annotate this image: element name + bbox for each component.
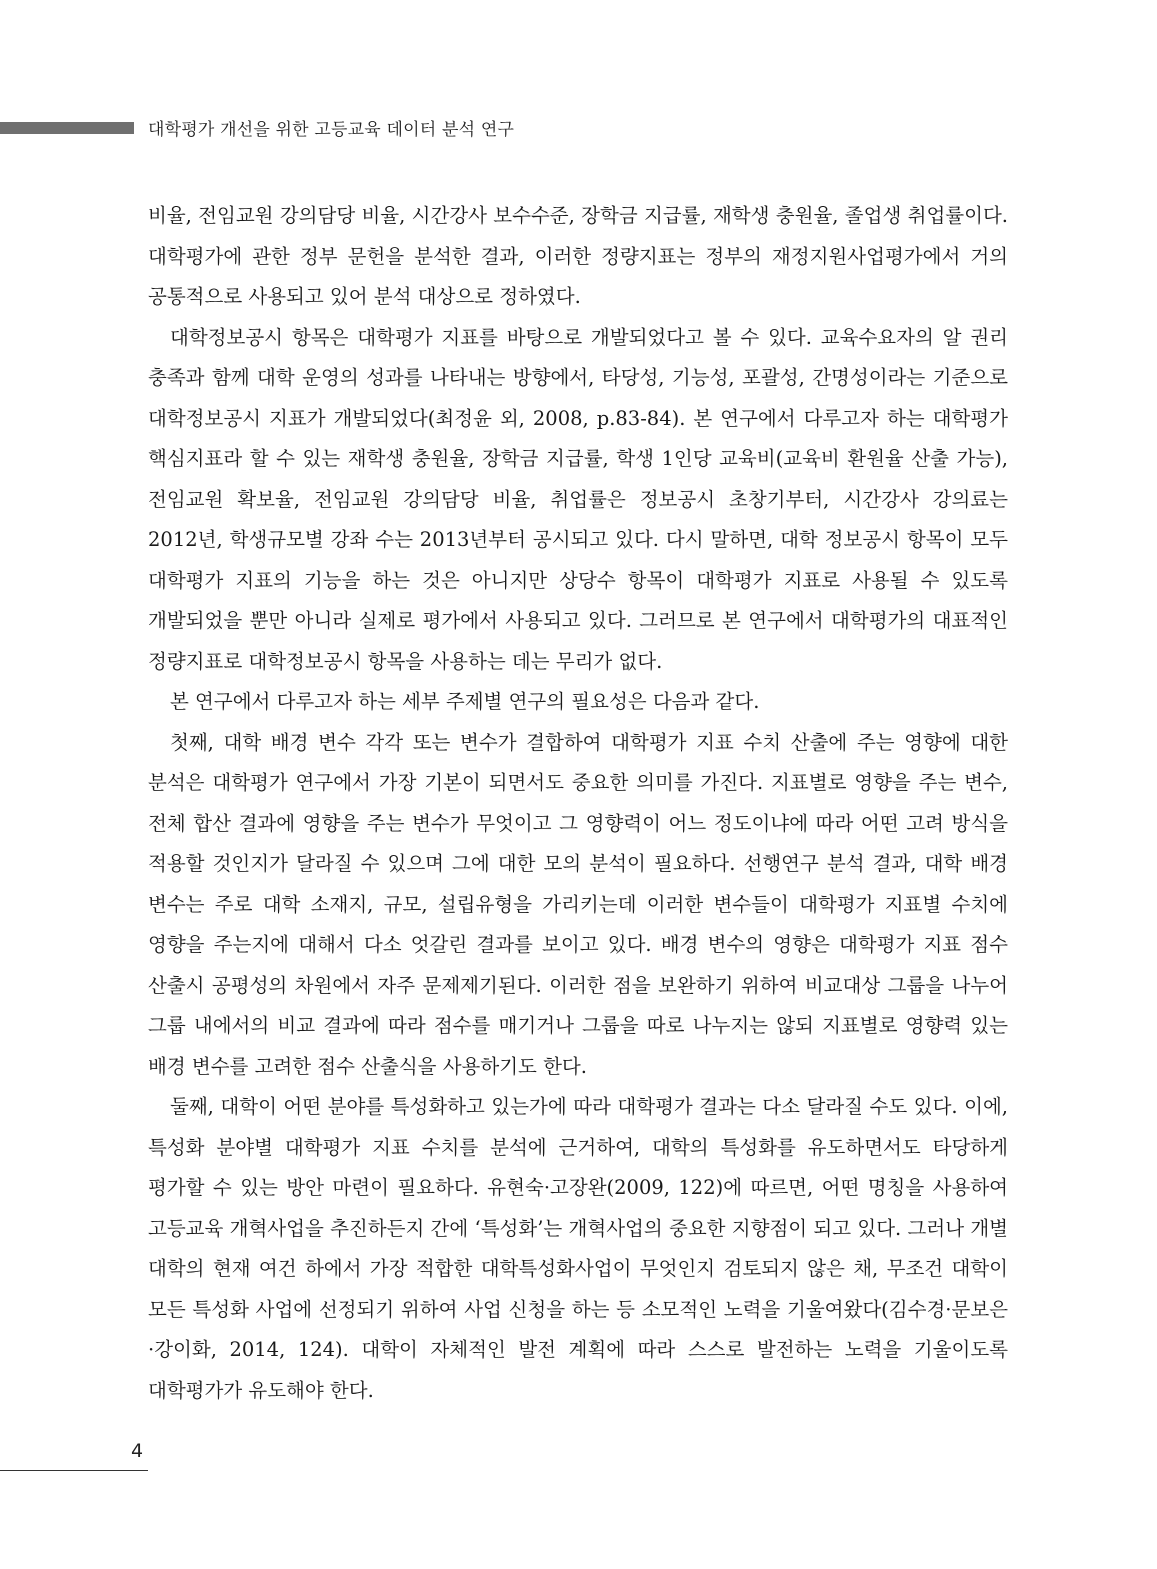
footer-rule (0, 1470, 148, 1471)
paragraph-second-point: 둘째, 대학이 어떤 분야를 특성화하고 있는가에 따라 대학평가 결과는 다소 달라질 수도 있다. 이에, 특성화 분야별 대학평가 지표 수치를 분석에 근거하여, 대학의 특성화를 유도하면서도 타당하게 평가할 수 있는 방안 마련이 필요하다. 유현숙·고장완(2009, 122)에 따르면, 어떤 명칭을 사용하여 고등교육 개혁사업을 추진하든지 간에 ‘특성화’는 개혁사업의 중요한 지향점이 되고 있다. 그러나 개별 대학의 현재 여건 하에서 가장 적합한 대학특성화사업이 무엇인지 검토되지 않은 채, 무조건 대학이 모든 특성화 사업에 선정되기 위하여 사업 신청을 하는 등 소모적인 노력을 기울여왔다(김수경·문보은·강이화, 2014, 124). 대학이 자체적인 발전 계획에 따라 스스로 발전하는 노력을 기울이도록 대학평가가 유도해야 한다. (148, 1095, 1008, 1402)
paragraph-necessity-intro: 본 연구에서 다루고자 하는 세부 주제별 연구의 필요성은 다음과 같다. (170, 690, 760, 713)
running-header-title: 대학평가 개선을 위한 고등교육 데이터 분석 연구 (148, 120, 515, 140)
body-text (148, 196, 1008, 1411)
paragraph-continued: 비율, 전임교원 강의담당 비율, 시간강사 보수수준, 장학금 지급률, 재학생 충원율, 졸업생 취업률이다. 대학평가에 관한 정부 문헌을 분석한 결과, 이러한 정량지표는 정부의 재정지원사업평가에서 거의 공통적으로 사용되고 있어 분석 대상으로 정하였다. (148, 204, 1008, 308)
page-number: 4 (131, 1440, 144, 1462)
paragraph-first-point: 첫째, 대학 배경 변수 각각 또는 변수가 결합하여 대학평가 지표 수치 산출에 주는 영향에 대한 분석은 대학평가 연구에서 가장 기본이 되면서도 중요한 의미를 가진다. 지표별로 영향을 주는 변수, 전체 합산 결과에 영향을 주는 변수가 무엇이고 그 영향력이 어느 정도이냐에 따라 어떤 고려 방식을 적용할 것인지가 달라질 수 있으며 그에 대한 모의 분석이 필요하다. 선행연구 분석 결과, 대학 배경 변수는 주로 대학 소재지, 규모, 설립유형을 가리키는데 이러한 변수들이 대학평가 지표별 수치에 영향을 주는지에 대해서 다소 엇갈린 결과를 보이고 있다. 배경 변수의 영향은 대학평가 지표 점수 산출시 공평성의 차원에서 자주 문제제기된다. 이러한 점을 보완하기 위하여 비교대상 그룹을 나누어 그룹 내에서의 비교 결과에 따라 점수를 매기거나 그룹을 따로 나누지는 않되 지표별로 영향력 있는 배경 변수를 고려한 점수 산출식을 사용하기도 한다. (148, 730, 1008, 1078)
header-accent-bar (0, 122, 134, 134)
paragraph-disclosure-items: 대학정보공시 항목은 대학평가 지표를 바탕으로 개발되었다고 볼 수 있다. 교육수요자의 알 권리 충족과 함께 대학 운영의 성과를 나타내는 방향에서, 타당성, 기능성, 포괄성, 간명성이라는 기준으로 대학정보공시 지표가 개발되었다(최정윤 외, 2008, p.83-84). 본 연구에서 다루고자 하는 대학평가 핵심지표라 할 수 있는 재학생 충원율, 장학금 지급률, 학생 1인당 교육비(교육비 환원율 산출 가능), 전임교원 확보율, 전임교원 강의담당 비율, 취업률은 정보공시 초창기부터, 시간강사 강의료는 2012년, 학생규모별 강좌 수는 2013년부터 공시되고 있다. 다시 말하면, 대학 정보공시 항목이 모두 대학평가 지표의 기능을 하는 것은 아니지만 상당수 항목이 대학평가 지표로 사용될 수 있도록 개발되었을 뿐만 아니라 실제로 평가에서 사용되고 있다. 그러므로 본 연구에서 대학평가의 대표적인 정량지표로 대학정보공시 항목을 사용하는 데는 무리가 없다. (148, 325, 1008, 673)
